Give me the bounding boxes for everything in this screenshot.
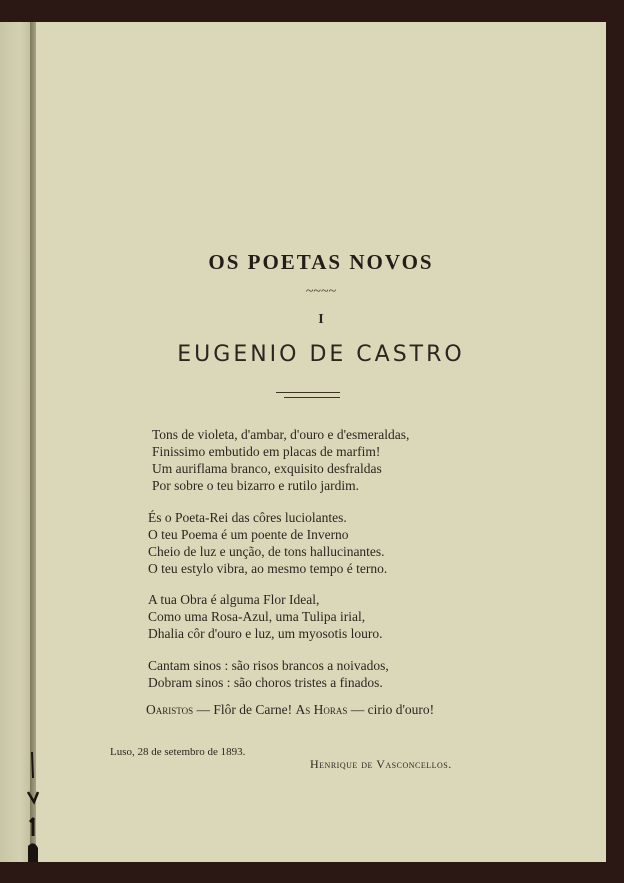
verse-line: Por sobre o teu bizarro e rutilo jardim.	[152, 478, 359, 493]
closing-text: — Flôr de Carne!	[193, 702, 296, 717]
section-numeral: I	[318, 312, 324, 327]
closing-text: — cirio d'ouro!	[347, 702, 435, 717]
verse-line: O teu Poema é um poente de Inverno	[148, 527, 349, 542]
stanza-4	[148, 657, 389, 691]
title-ornament: ~~~~	[305, 284, 337, 299]
work-title: As Horas	[295, 702, 348, 717]
author-signature: Henrique de Vasconcellos.	[310, 757, 452, 771]
book-page	[36, 22, 606, 862]
work-title: Oaristos	[146, 702, 194, 717]
scan-border-bottom	[0, 862, 624, 883]
closing-line	[146, 702, 434, 718]
poet-name-heading: EUGENIO DE CASTRO	[177, 342, 465, 367]
stanza-1	[152, 426, 409, 494]
verse-line: Dhalia côr d'ouro e luz, um myosotis louro.	[148, 626, 383, 641]
stanza-3	[148, 591, 383, 642]
divider-rule	[276, 392, 340, 393]
verse-line: És o Poeta-Rei das côres luciolantes.	[148, 510, 347, 525]
verse-line: Cantam sinos : são risos brancos a noivados,	[148, 658, 389, 673]
margin-ink-marks	[22, 748, 46, 862]
scan-border-top	[0, 0, 624, 22]
place-date: Luso, 28 de setembro de 1893.	[110, 746, 246, 758]
previous-page-edge	[0, 22, 34, 862]
verse-line: Dobram sinos : são choros tristes a finados.	[148, 675, 383, 690]
verse-line: Finissimo embutido em placas de marfim!	[152, 444, 381, 459]
verse-line: A tua Obra é alguma Flor Ideal,	[148, 592, 320, 607]
stanza-2	[148, 509, 387, 577]
verse-line: O teu estylo vibra, ao mesmo tempo é terno.	[148, 561, 388, 576]
verse-line: Tons de violeta, d'ambar, d'ouro e d'esmeraldas,	[152, 427, 410, 442]
verse-line: Como uma Rosa-Azul, uma Tulipa irial,	[148, 609, 366, 624]
scan-border-right	[606, 0, 624, 883]
series-title: OS POETAS NOVOS	[208, 250, 434, 274]
verse-line: Cheio de luz e unção, de tons hallucinantes.	[148, 544, 385, 559]
verse-line: Um auriflama branco, exquisito desfraldas	[152, 461, 382, 476]
divider-rule	[284, 397, 340, 398]
